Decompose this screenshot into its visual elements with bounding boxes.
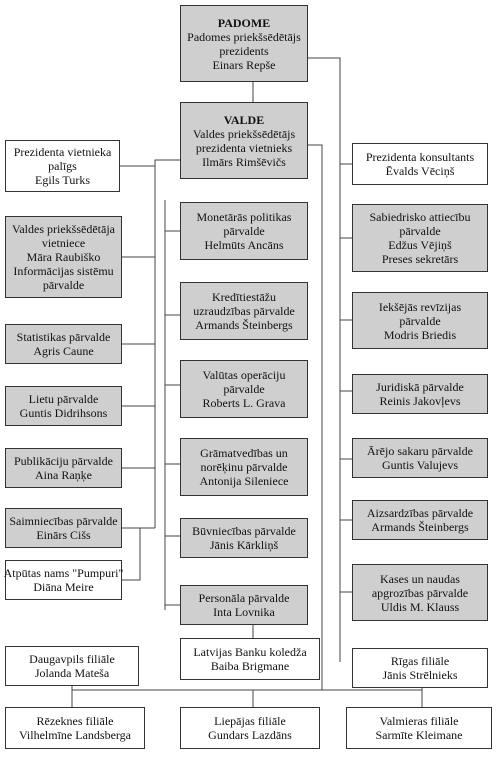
node-arejo-l1: Ārējo sakaru pārvalde (367, 444, 473, 458)
node-rigas-l1: Rīgas filiāle (390, 654, 450, 668)
node-valmieras (346, 707, 492, 749)
node-juridiska-l1: Juridiskā pārvalde (376, 380, 464, 394)
node-gramatvedibas-l3: Antonija Sileniece (199, 474, 289, 488)
node-sabiedrisko-l3: Edžus Vējiņš (388, 238, 452, 252)
node-atputas (5, 560, 122, 600)
node-sabiedrisko-l1: Sabiedrisko attiecību (369, 210, 471, 224)
node-prez-vietnieka-paligs-l2: palīgs (48, 159, 77, 173)
node-rezeknes-l1: Rēzeknes filiāle (36, 714, 114, 728)
node-sabiedrisko-l2: pārvalde (399, 224, 441, 238)
node-lietu-l2: Guntis Didrihsons (19, 406, 108, 420)
node-aizsardzibas-l2: Armands Šteinbergs (371, 520, 469, 534)
node-padome-person: Einars Repše (212, 57, 276, 72)
node-statistikas (5, 324, 122, 364)
node-publikaciju-l2: Aina Raņķe (35, 468, 92, 482)
node-personala (180, 585, 308, 625)
node-kases-l3: Uldis M. Klauss (380, 599, 460, 614)
node-gramatvedibas (180, 438, 308, 496)
node-valdes-vietniece (5, 216, 122, 298)
node-statistikas-l2: Agris Caune (33, 344, 94, 358)
node-publikaciju (5, 448, 122, 488)
node-personala-l1: Personāla pārvalde (198, 591, 290, 605)
node-valdes-vietniece-l1: Valdes priekšsēdētāja (12, 222, 115, 236)
node-valde-role: Valdes priekšsēdētājs (192, 126, 296, 141)
node-iekseja-l2: pārvalde (399, 313, 441, 328)
node-rigas-l2: Jānis Strēlnieks (382, 668, 458, 682)
node-liepajas (180, 707, 320, 749)
node-valde-role2: prezidenta vietnieks (195, 140, 293, 155)
node-kreditiestazu-l1: Kredītiestāžu (212, 290, 276, 304)
node-sabiedrisko-l4: Preses sekretārs (381, 252, 459, 266)
node-valdes-vietniece-l2: vietniece (41, 236, 86, 250)
node-valmieras-l1: Valmieras filiāle (379, 714, 459, 728)
node-saimniecibas-l1: Saimniecības pārvalde (9, 514, 118, 528)
node-lietu (5, 386, 122, 426)
node-valde-title: VALDE (223, 112, 265, 127)
node-prez-vietnieka-paligs-l1: Prezidenta vietnieka (13, 145, 112, 159)
node-valutas-l3: Roberts L. Grava (202, 396, 286, 410)
node-valutas-l2: pārvalde (223, 382, 265, 396)
node-monetaras-l2: pārvalde (223, 224, 265, 238)
node-padome (180, 5, 308, 82)
node-personala-l2: Inta Lovnika (213, 605, 275, 619)
node-valde-person: Ilmārs Rimšēvičs (202, 154, 286, 169)
node-kreditiestazu-l3: Armands Šteinbergs (195, 318, 293, 332)
node-gramatvedibas-l2: norēķinu pārvalde (200, 460, 288, 474)
node-daugavpils (5, 646, 139, 686)
node-kreditiestazu (180, 282, 308, 340)
node-valmieras-l2: Sarmīte Kleimane (375, 728, 463, 742)
node-monetaras-l1: Monetārās politikas (196, 210, 292, 224)
node-valdes-vietniece-l4: Informācijas sistēmu (13, 264, 114, 278)
node-iekseja (352, 292, 488, 349)
node-gramatvedibas-l1: Grāmatvedības un (200, 446, 288, 460)
node-atputas-l2: Diāna Meire (33, 580, 94, 594)
node-buvniecibas (180, 518, 308, 558)
node-prez-konsultants-l1: Prezidenta konsultants (365, 150, 475, 164)
node-kreditiestazu-l2: uzraudzības pārvalde (193, 304, 295, 318)
node-buvniecibas-l2: Jānis Kārkliņš (209, 538, 279, 552)
node-liepajas-l1: Liepājas filiāle (214, 714, 286, 728)
node-lietu-l1: Lietu pārvalde (28, 392, 99, 406)
node-padome-role2: prezidents (219, 43, 269, 58)
node-padome-role: Padomes priekšsēdētājs (187, 29, 301, 44)
node-prez-vietnieka-paligs-l3: Egils Turks (34, 173, 91, 187)
node-aizsardzibas-l1: Aizsardzības pārvalde (366, 506, 474, 520)
node-atputas-l1: Atpūtas nams "Pumpuri" (3, 566, 124, 580)
node-koledza-l1: Latvijas Banku koledža (193, 645, 307, 659)
node-prez-vietnieka-paligs (5, 140, 120, 192)
node-prez-konsultants (352, 143, 488, 185)
node-iekseja-l1: Iekšējās revīzijas (378, 299, 462, 314)
node-kases (352, 564, 488, 621)
node-aizsardzibas (352, 500, 488, 540)
node-publikaciju-l1: Publikāciju pārvalde (14, 454, 113, 468)
node-kases-l1: Kases un naudas (380, 571, 460, 586)
node-statistikas-l1: Statistikas pārvalde (16, 330, 111, 344)
node-juridiska (352, 374, 488, 414)
node-daugavpils-l2: Jolanda Mateša (34, 666, 110, 680)
node-valde (180, 102, 308, 179)
node-rezeknes (5, 707, 145, 749)
node-kases-l2: apgrozības pārvalde (371, 585, 469, 600)
node-daugavpils-l1: Daugavpils filiāle (29, 652, 115, 666)
node-buvniecibas-l1: Būvniecības pārvalde (192, 524, 296, 538)
node-monetaras-l3: Helmūts Ancāns (204, 238, 284, 252)
node-valutas-l1: Valūtas operāciju (202, 368, 286, 382)
node-valdes-vietniece-l5: pārvalde (42, 278, 85, 292)
node-rigas (352, 648, 488, 688)
node-arejo (352, 438, 488, 478)
node-prez-konsultants-l2: Ēvalds Vēciņš (385, 164, 455, 178)
node-saimniecibas-l2: Einārs Cišs (36, 528, 91, 542)
node-juridiska-l2: Reinis Jakovļevs (379, 394, 461, 408)
node-koledza-l2: Baiba Brigmane (210, 659, 290, 673)
node-saimniecibas (5, 508, 122, 548)
node-padome-title: PADOME (217, 15, 271, 30)
node-sabiedrisko (352, 204, 488, 272)
node-valutas (180, 360, 308, 418)
node-liepajas-l2: Gundars Lazdāns (208, 728, 292, 742)
node-iekseja-l3: Modris Briedis (383, 327, 457, 342)
node-rezeknes-l2: Vilhelmīne Landsberga (18, 728, 132, 742)
node-koledza (180, 638, 320, 680)
node-valdes-vietniece-l3: Māra Raubiško (26, 250, 101, 264)
node-arejo-l2: Guntis Valujevs (381, 458, 459, 472)
node-monetaras (180, 202, 308, 260)
